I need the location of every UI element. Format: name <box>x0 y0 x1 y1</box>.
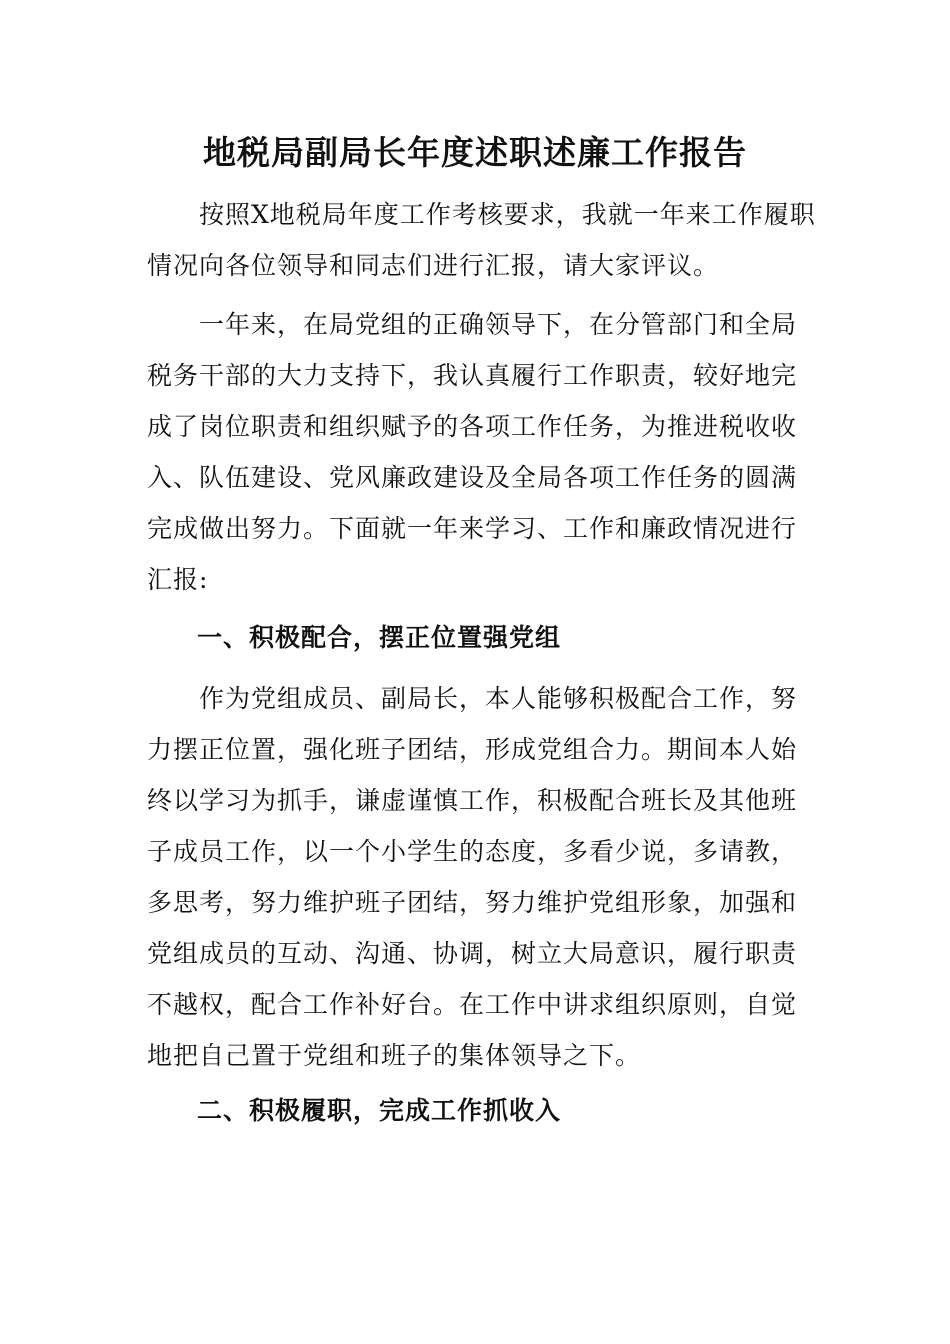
section-heading-2: 二、积极履职，完成工作抓收入 <box>197 1096 562 1125</box>
section-heading-1: 一、积极配合，摆正位置强党组 <box>197 623 562 652</box>
paragraph-line: 地把自己置于党组和班子的集体领导之下。 <box>147 1041 642 1070</box>
paragraph-line: 成了岗位职责和组织赋予的各项工作任务，为推进税收收 <box>147 412 798 441</box>
paragraph-line: 汇报: <box>147 565 209 594</box>
paragraph-line: 子成员工作，以一个小学生的态度，多看少说，多请教， <box>147 837 798 866</box>
paragraph-line: 按照X地税局年度工作考核要求，我就一年来工作履职 <box>147 200 816 229</box>
paragraph-line: 终以学习为抓手，谦虚谨慎工作，积极配合班长及其他班 <box>147 786 798 815</box>
paragraph-section-1 <box>147 673 797 1081</box>
paragraph-line: 力摆正位置，强化班子团结，形成党组合力。期间本人始 <box>147 735 798 764</box>
paragraph-line: 情况向各位领导和同志们进行汇报，请大家评议。 <box>147 251 720 280</box>
paragraph-line: 多思考，努力维护班子团结，努力维护党组形象，加强和 <box>147 888 798 917</box>
paragraph-overview <box>147 299 797 605</box>
paragraph-line: 税务干部的大力支持下，我认真履行工作职责，较好地完 <box>147 361 798 390</box>
paragraph-line: 完成做出努力。下面就一年来学习、工作和廉政情况进行 <box>147 514 798 543</box>
paragraph-line: 入、队伍建设、党风廉政建设及全局各项工作任务的圆满 <box>147 463 798 492</box>
paragraph-line: 不越权，配合工作补好台。在工作中讲求组织原则，自觉 <box>147 990 798 1019</box>
paragraph-intro <box>147 189 816 291</box>
paragraph-line: 作为党组成员、副局长，本人能够积极配合工作，努 <box>147 684 798 713</box>
paragraph-line: 一年来，在局党组的正确领导下，在分管部门和全局 <box>147 310 798 339</box>
paragraph-line: 党组成员的互动、沟通、协调，树立大局意识，履行职责 <box>147 939 798 968</box>
document-title: 地税局副局长年度述职述廉工作报告 <box>203 133 747 172</box>
